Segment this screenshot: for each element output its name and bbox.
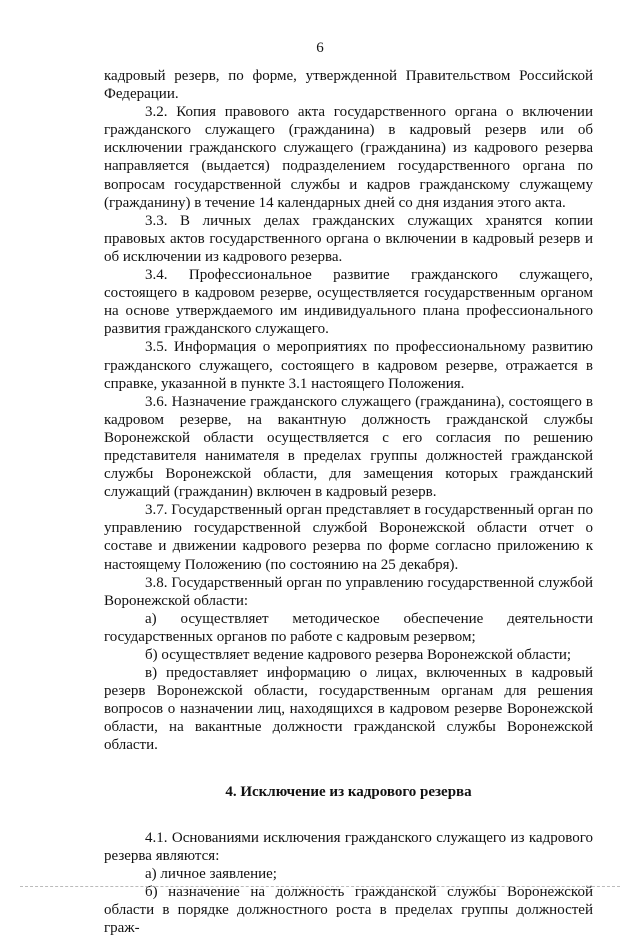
paragraph: 3.3. В личных делах гражданских служащих хранятся копии правовых актов государственного органа о включении в кадровый резерв и об исключении из кадрового резерва. xyxy=(104,212,593,265)
paragraph: 3.2. Копия правового акта государственного органа о включении гражданского служащего (гражданина) в кадровый резерв или об исключении гражданского служащего (гражданина) из кадрового резерва направляется (выдается) подразделением государственного органа по вопросам государственной службы и кадров гражданскому служащему (гражданину) в течение 14 календарных дней со дня издания этого акта. xyxy=(104,104,593,211)
paragraph: 3.4. Профессиональное развитие гражданского служащего, состоящего в кадровом резерве, осуществляется государственным органом на основе утверждаемого им индивидуального плана профессионального развития гражданского служащего. xyxy=(104,267,593,338)
section-3-text xyxy=(104,67,593,755)
paragraph: а) личное заявление; xyxy=(145,865,277,882)
document-body xyxy=(104,67,593,937)
paragraph: кадровый резерв, по форме, утвержденной Правительством Российской Федерации. xyxy=(104,68,593,103)
paragraph: 3.5. Информация о мероприятиях по профессиональному развитию гражданского служащего, состоящего в кадровом резерве, отражается в справке, указанной в пункте 3.1 настоящего Положения. xyxy=(104,339,593,392)
paragraph: 3.8. Государственный орган по управлению государственной службой Воронежской области: xyxy=(104,574,593,609)
paragraph: а) осуществляет методическое обеспечение деятельности государственных органов по работе с кадровым резервом; xyxy=(104,610,593,645)
page-bottom-divider xyxy=(20,886,620,887)
paragraph: 3.6. Назначение гражданского служащего (гражданина), состоящего в кадровом резерве, на вакантную должность гражданской службы Воронежской области осуществляется с его согласия по решению представителя нанимателя в пределах группы должностей гражданской службы Воронежской области, для замещения которых гражданский служащий (гражданин) включен в кадровый резерв. xyxy=(104,393,593,501)
paragraph: б) осуществляет ведение кадрового резерва Воронежской области; xyxy=(145,647,572,663)
paragraph: 4.1. Основаниями исключения гражданского служащего из кадрового резерва являются: xyxy=(104,829,593,864)
paragraph: б) назначение на должность гражданской службы Воронежской области в порядке должностного роста в пределах группы должностей граж- xyxy=(104,883,593,937)
section-4-text xyxy=(104,829,593,937)
paragraph: в) предоставляет информацию о лицах, включенных в кадровый резерв Воронежской области, государственным органам для решения вопросов о назначении лиц, находящихся в кадровом резерве Воронежской области, на вакантные должности гражданской службы Воронежской области. xyxy=(104,665,593,754)
page-number: 6 xyxy=(316,40,324,56)
paragraph: 3.7. Государственный орган представляет в государственный орган по управлению государственной службой Воронежской области отчет о составе и движении кадрового резерва по форме согласно приложению к настоящему Положению (по состоянию на 25 декабря). xyxy=(104,502,593,573)
section-heading: 4. Исключение из кадрового резерва xyxy=(225,783,472,800)
